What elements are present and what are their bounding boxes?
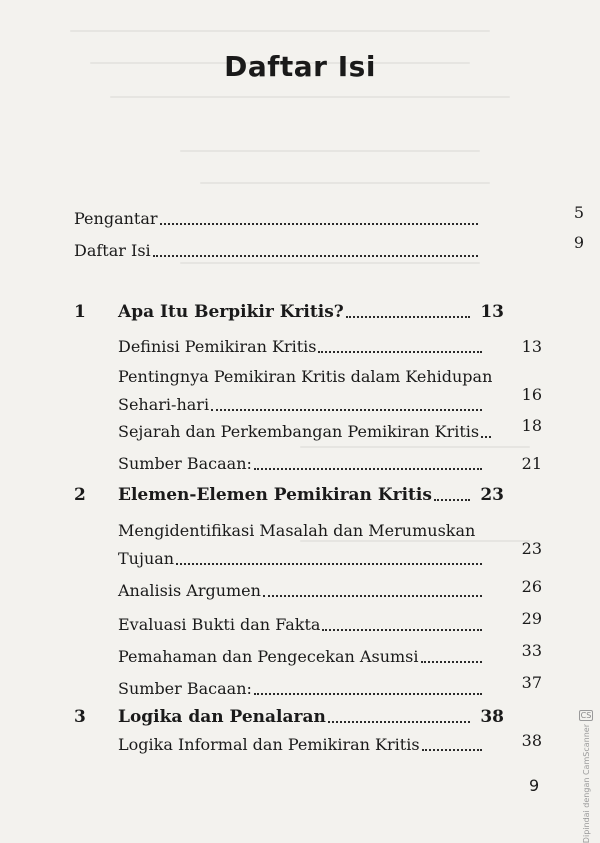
toc-entry-pemahaman-asumsi[interactable] [118,641,542,668]
toc-entry-sumber-bacaan-2[interactable] [118,673,542,700]
toc-entry-page: 38 [521,731,542,750]
toc-entry-page: 13 [521,337,542,356]
toc-entry-label: Sejarah dan Perkembangan Pemikiran Kritis [118,422,480,441]
toc-entry-analisis-argumen[interactable] [118,577,542,602]
toc-entry-label: Sumber Bacaan: [118,679,252,698]
dot-leader [153,255,478,257]
chapter-title: Logika dan Penalaran [118,707,326,727]
dot-leader [176,563,482,565]
dot-leader [211,409,482,411]
toc-entry-page: 26 [521,577,542,596]
page-title: Daftar Isi [224,50,376,83]
toc-chapter-2[interactable] [74,484,504,506]
chapter-page: 23 [480,485,504,505]
toc-entry-label: Pemahaman dan Pengecekan Asumsi [118,647,419,666]
toc-entry-daftar-isi[interactable] [74,233,584,262]
camscanner-logo-icon: CS [580,711,592,720]
dot-leader [254,468,482,470]
toc-entry-logika-informal[interactable] [118,731,542,756]
toc-entry-label-line1: Pentingnya Pemikiran Kritis dalam Kehidupan [118,367,493,386]
toc-entry-page: 33 [521,641,542,660]
toc-entry-label: Evaluasi Bukti dan Fakta [118,615,321,634]
toc-chapter-1[interactable] [74,301,504,323]
toc-entry-page: 37 [521,673,542,692]
chapter-title: Apa Itu Berpikir Kritis? [118,302,344,322]
toc-entry-label-line2: Tujuan [118,549,175,568]
dot-leader [421,661,483,663]
toc-entry-definisi[interactable] [118,336,542,358]
toc-entry-label: Pengantar [74,209,158,228]
toc-entry-page: 21 [521,454,542,473]
chapter-number: 3 [74,707,86,727]
dot-leader [328,721,470,723]
toc-entry-label: Analisis Argumen [118,581,261,600]
toc-entry-page: 16 [521,385,542,404]
chapter-page: 38 [480,707,504,727]
toc-entry-sumber-bacaan[interactable] [118,453,542,475]
dot-leader [254,693,482,695]
watermark-text: Dipindai dengan CamScanner [581,724,591,843]
toc-chapter-3[interactable] [74,706,504,728]
toc-entry-page: 5 [573,203,584,222]
toc-entry-label: Sumber Bacaan: [118,454,252,473]
toc-entry-evaluasi-bukti[interactable] [118,609,542,636]
chapter-page: 13 [480,302,504,322]
toc-entry-mengidentifikasi[interactable] [118,520,542,570]
toc-entry-label: Logika Informal dan Pemikiran Kritis [118,735,420,754]
toc-entry-pengantar[interactable] [74,203,584,230]
toc-entry-page: 29 [521,609,542,628]
dot-leader [481,436,491,438]
toc-entry-pentingnya[interactable] [118,366,542,416]
dot-leader [318,351,482,353]
toc-entry-sejarah[interactable] [118,416,542,443]
toc-entry-page: 9 [573,233,584,252]
toc-entry-label-line1: Mengidentifikasi Masalah dan Merumuskan [118,521,476,540]
toc-entry-page: 18 [521,416,542,435]
toc-entry-label-line2: Sehari-hari [118,395,210,414]
camscanner-watermark [577,710,595,843]
page-number: 9 [529,776,540,795]
chapter-number: 1 [74,302,86,322]
dot-leader [263,595,482,597]
dot-leader [346,316,471,318]
toc-entry-page: 23 [521,539,542,558]
toc-entry-label: Daftar Isi [74,241,151,260]
dot-leader [160,223,478,225]
dot-leader [322,629,482,631]
dot-leader [434,499,470,501]
chapter-title: Elemen-Elemen Pemikiran Kritis [118,485,432,505]
toc-entry-label: Definisi Pemikiran Kritis [118,337,317,356]
dot-leader [422,749,482,751]
chapter-number: 2 [74,485,86,505]
